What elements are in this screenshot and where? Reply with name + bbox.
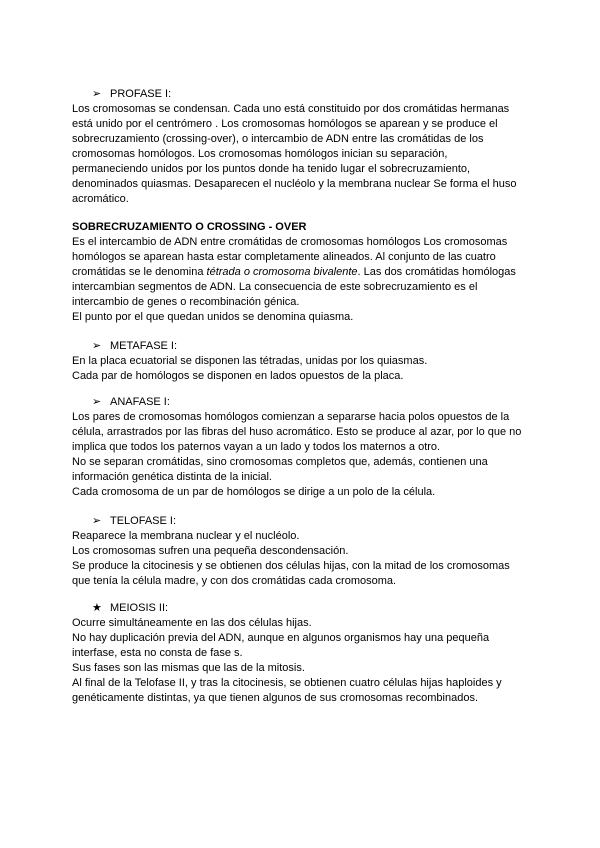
crossing-over-text-line: intercambio de genes o recombinación génica. — [72, 296, 300, 308]
crossing-over-text-line: Es el intercambio de ADN entre cromátidas de cromosomas homólogos Los cromosomas — [72, 236, 508, 248]
anafase-1-heading — [72, 394, 532, 410]
crossing-over-text-line — [72, 265, 532, 280]
crossing-over-section — [72, 220, 532, 325]
arrow-bullet-icon: ➢ — [92, 87, 102, 100]
meiosis-2-heading — [72, 600, 532, 616]
meiosis-2-text-line: interfase, esta no consta de fase s. — [72, 647, 243, 659]
profase-1-heading — [72, 86, 532, 102]
telofase-1-text-line: que tenía la célula madre, y con dos cromátidas cada cromosoma. — [72, 575, 397, 587]
anafase-1-text-line: No se separan cromátidas, sino cromosomas completos que, además, contienen una — [72, 456, 488, 468]
profase-1-text-line: está unido por el centrómero . Los cromosomas homólogos se aparean y se produce el — [72, 118, 498, 130]
telofase-1-section — [72, 513, 532, 589]
meiosis-2-section — [72, 600, 532, 706]
profase-1-text-line: cromosomas homólogos. Los cromosomas homólogos inician su separación, — [72, 148, 448, 160]
anafase-1-text-line: célula, arrastrados por las fibras del huso acromático. Esto se produce al azar, por lo que no — [72, 426, 522, 438]
profase-1-section — [72, 86, 532, 207]
anafase-1-section — [72, 394, 532, 500]
crossing-over-text-segment: . Las dos cromátidas homólogas — [357, 266, 516, 278]
anafase-1-text-line: información genética distinta de la inicial. — [72, 471, 272, 483]
telofase-1-text-line: Reaparece la membrana nuclear y el nucléolo. — [72, 530, 300, 542]
arrow-bullet-icon: ➢ — [92, 514, 102, 527]
meiosis-2-text-line: No hay duplicación previa del ADN, aunque en algunos organismos hay una pequeña — [72, 632, 490, 644]
profase-1-title: PROFASE I: — [110, 88, 172, 100]
anafase-1-text-line: Los pares de cromosomas homólogos comienzan a separarse hacia polos opuestos de la — [72, 411, 510, 423]
crossing-over-text-segment: cromátidas se le denomina — [72, 266, 207, 278]
crossing-over-text-line: El punto por el que quedan unidos se denomina quiasma. — [72, 311, 354, 323]
arrow-bullet-icon: ➢ — [92, 339, 102, 352]
profase-1-text-line: Los cromosomas se condensan. Cada uno está constituido por dos cromátidas hermanas — [72, 103, 510, 115]
anafase-1-title: ANAFASE I: — [110, 396, 170, 408]
anafase-1-text-line: implica que todos los paternos vayan a un lado y todos los maternos a otro. — [72, 441, 441, 453]
star-bullet-icon: ★ — [92, 601, 102, 614]
meiosis-2-text-line: Al final de la Telofase II, y tras la citocinesis, se obtienen cuatro células hijas haploides y — [72, 677, 502, 689]
tetrada-italic-term: tétrada o cromosoma bivalente — [206, 266, 358, 278]
telofase-1-text-line: Los cromosomas sufren una pequeña descondensación. — [72, 545, 349, 557]
metafase-1-section — [72, 338, 532, 384]
arrow-bullet-icon: ➢ — [92, 395, 102, 408]
profase-1-text-line: denominados quiasmas. Desaparecen el nucléolo y la membrana nuclear Se forma el huso — [72, 178, 517, 190]
meiosis-2-text-line: Sus fases son las mismas que las de la mitosis. — [72, 662, 305, 674]
metafase-1-heading — [72, 338, 532, 354]
meiosis-2-title: MEIOSIS II: — [110, 602, 169, 614]
telofase-1-title: TELOFASE I: — [110, 515, 177, 527]
profase-1-text-line: sobrecruzamiento (crossing-over), o intercambio de ADN entre las cromátidas de los — [72, 133, 484, 145]
telofase-1-text-line: Se produce la citocinesis y se obtienen dos células hijas, con la mitad de los cromosomas — [72, 560, 510, 572]
metafase-1-title: METAFASE I: — [110, 340, 178, 352]
meiosis-2-text-line: genéticamente distintas, ya que tienen algunos de sus cromosomas recombinados. — [72, 692, 479, 704]
crossing-over-text-line: intercambian segmentos de ADN. La consecuencia de este sobrecruzamiento es el — [72, 281, 478, 293]
anafase-1-text-line: Cada cromosoma de un par de homólogos se dirige a un polo de la célula. — [72, 486, 436, 498]
crossing-over-heading: SOBRECRUZAMIENTO O CROSSING - OVER — [72, 221, 307, 233]
crossing-over-text-line: homólogos se aparean hasta estar completamente alineados. Al conjunto de las cuatro — [72, 251, 496, 263]
metafase-1-text-line: En la placa ecuatorial se disponen las tétradas, unidas por los quiasmas. — [72, 355, 428, 367]
meiosis-2-text-line: Ocurre simultáneamente en las dos células hijas. — [72, 617, 312, 629]
telofase-1-heading — [72, 513, 532, 529]
profase-1-text-line: permaneciendo unidos por los puntos donde ha tenido lugar el sobrecruzamiento, — [72, 163, 471, 175]
metafase-1-text-line: Cada par de homólogos se disponen en lados opuestos de la placa. — [72, 370, 404, 382]
profase-1-text-line: acromático. — [72, 193, 129, 205]
